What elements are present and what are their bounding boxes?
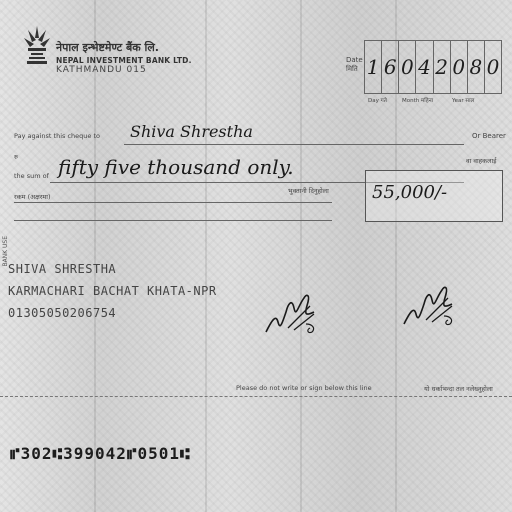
date-sub-day: Day गते xyxy=(368,98,387,104)
or-bearer-label: Or Bearer xyxy=(472,132,506,140)
bank-logo-icon xyxy=(22,24,52,80)
date-digit: 0 xyxy=(452,55,466,79)
bank-name-nepali: नेपाल इन्भेष्टमेण्ट बैंक लि. xyxy=(56,41,159,54)
bank-name-english: NEPAL INVESTMENT BANK LTD. xyxy=(56,56,192,65)
date-digit-box xyxy=(398,40,415,94)
account-type: KARMACHARI BACHAT KHATA-NPR xyxy=(8,284,217,298)
vertical-label: BANK USE xyxy=(2,236,9,267)
date-label xyxy=(346,56,363,74)
date-digit: 0 xyxy=(486,55,500,79)
account-number: 01305050206754 xyxy=(8,306,117,320)
sum-label-en: the sum of xyxy=(14,172,49,180)
rupees-label: रकम (अक्षरमा) xyxy=(14,193,51,201)
date-label-np: मिति xyxy=(346,65,358,73)
date-digit-box xyxy=(467,40,484,94)
date-boxes xyxy=(364,40,502,94)
date-digit-box xyxy=(415,40,432,94)
fold-line xyxy=(300,0,302,512)
date-digit-box xyxy=(433,40,450,94)
signature-1 xyxy=(258,284,328,344)
sum-label-np: रु xyxy=(14,153,18,161)
date-label-en: Date xyxy=(346,56,363,64)
date-sub-month: Month महिना xyxy=(402,98,434,104)
date-sub-year: Year साल xyxy=(452,98,475,104)
sum-line-2 xyxy=(14,202,332,203)
notice-english: Please do not write or sign below this line xyxy=(236,384,372,392)
only-label: भुक्तानी दिनुहोला xyxy=(288,187,329,195)
date-digit: 2 xyxy=(435,55,448,79)
branch-code: KATHMANDU 015 xyxy=(56,65,147,75)
sum-line-3 xyxy=(14,220,332,221)
notice-nepali: यो धर्काभन्दा तल नलेख्नुहोला xyxy=(424,385,493,393)
micr-code: ⑈302⑆399042⑈0501⑆ xyxy=(10,444,191,463)
date-digit-box xyxy=(484,40,502,94)
micr-separator xyxy=(0,396,512,397)
date-digit: 8 xyxy=(469,55,483,79)
date-digit-box xyxy=(450,40,467,94)
fold-line xyxy=(205,0,207,512)
amount-value: 55,000/- xyxy=(372,182,448,203)
payee-line xyxy=(124,144,464,145)
date-digit: 1 xyxy=(366,55,380,79)
date-digit-box xyxy=(364,40,381,94)
fold-line xyxy=(94,0,96,512)
signature-2 xyxy=(396,276,466,336)
date-digit-box xyxy=(381,40,398,94)
payee-label: Pay against this cheque to xyxy=(14,132,100,140)
account-name: SHIVA SHRESTHA xyxy=(8,262,117,276)
or-bearer-label-np: वा वाहकलाई xyxy=(466,157,497,165)
payee-value: Shiva Shrestha xyxy=(130,122,253,141)
date-digit: 4 xyxy=(418,55,431,79)
date-digit: 6 xyxy=(383,55,397,79)
sum-words: fifty five thousand only. xyxy=(58,155,294,179)
date-digit: 0 xyxy=(400,55,414,79)
